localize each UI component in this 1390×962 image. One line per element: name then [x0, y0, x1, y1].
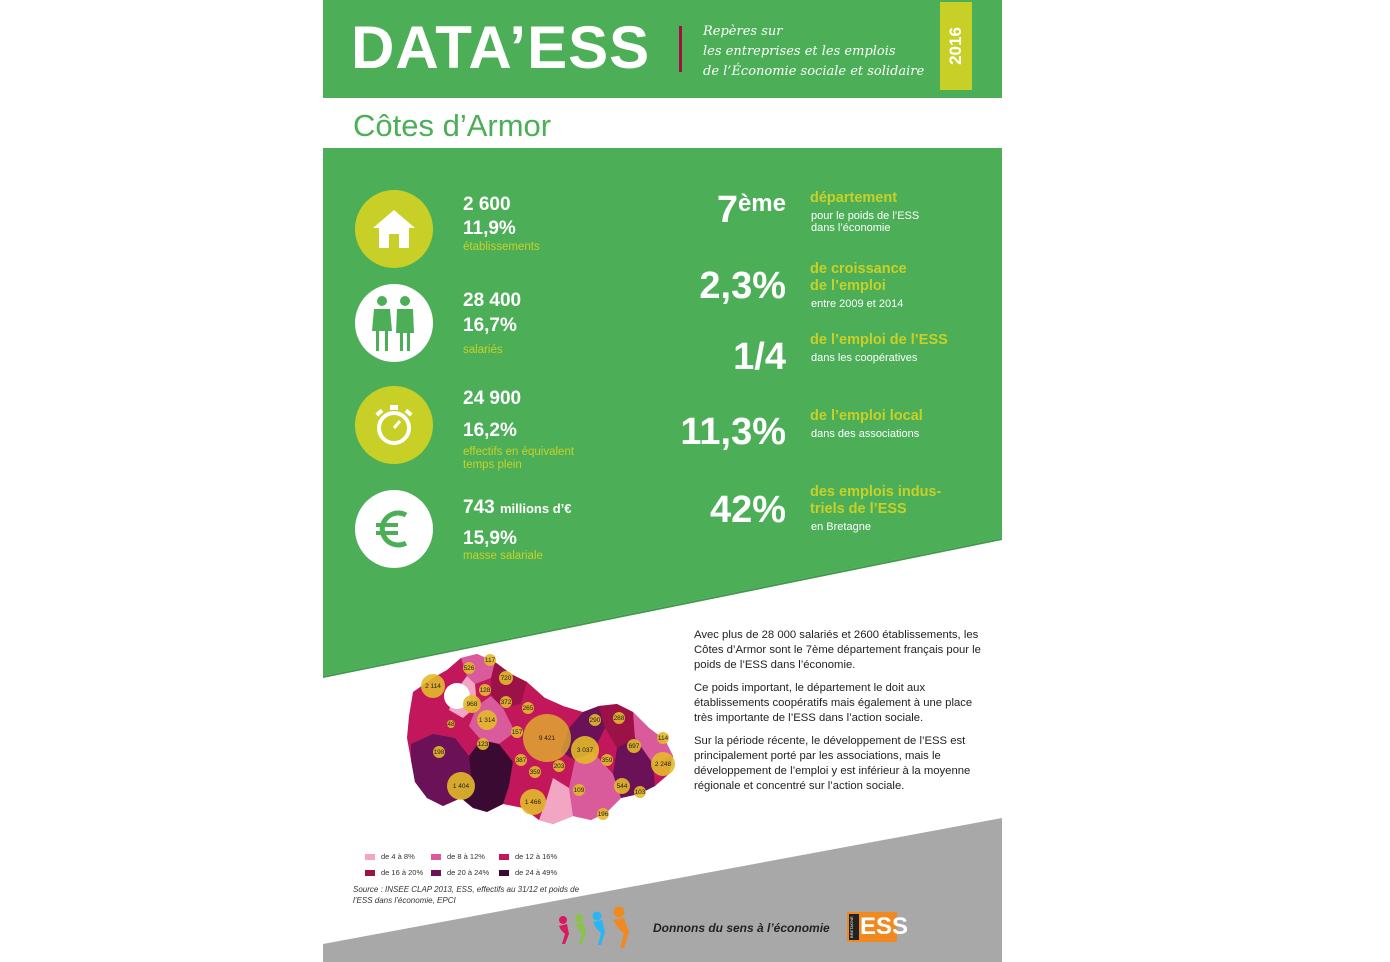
map-bubble-label: 1 466 [524, 799, 542, 806]
map-bubble-label: 359 [529, 769, 541, 776]
map-bubble-label: 117 [484, 657, 496, 664]
header-divider [679, 26, 682, 72]
legend-label: de 24 à 49% [515, 868, 558, 877]
kpi-value: 1/4 [733, 336, 786, 378]
map-bubble-label: 968 [466, 701, 478, 708]
map-bubble-label: 720 [500, 675, 512, 682]
map-bubble-label: 103 [634, 789, 646, 796]
stat-label: salariés [463, 344, 503, 356]
body-text [694, 628, 984, 802]
people-figures-logo [553, 906, 645, 950]
footer-slogan: Donnons du sens à l’économie [653, 921, 830, 935]
department-title: Côtes d’Armor [353, 108, 552, 143]
map-bubble-label: 9 421 [538, 735, 556, 742]
kpi-title: de l’emploi local [810, 408, 923, 424]
kpi-subtitle: dans des associations [811, 428, 920, 440]
map-bubble-label: 290 [589, 717, 601, 724]
map-bubble-label: 526 [463, 665, 475, 672]
kpi-subtitle: dans les coopératives [811, 352, 918, 364]
map-bubble-label: 48 [447, 721, 455, 728]
legend-label: de 8 à 12% [447, 852, 485, 861]
tagline-line: de l’Économie sociale et solidaire [703, 64, 925, 79]
stat-percent: 11,9% [463, 218, 516, 239]
euro-icon [355, 490, 433, 568]
ess-logo-prefix: BRETAGNE [849, 914, 859, 940]
map-bubble-label: 359 [601, 757, 613, 764]
map-bubble-label: 288 [613, 715, 625, 722]
map-bubble-label: 196 [597, 811, 609, 818]
stat-value: 28 400 [463, 290, 522, 311]
map-bubble-label: 2 248 [654, 761, 672, 768]
tagline-line: Repères sur [703, 24, 783, 39]
legend-label: de 4 à 8% [381, 852, 415, 861]
kpi-value: 11,3% [680, 411, 786, 453]
kpi-value: 42% [709, 489, 786, 531]
stat-percent: 15,9% [463, 528, 517, 549]
map-bubble-label: 1 404 [452, 783, 470, 790]
kpi-subtitle: en Bretagne [811, 521, 871, 533]
map-bubble-label: 697 [628, 743, 640, 750]
map-bubble-label: 1 314 [478, 717, 496, 724]
kpi-title: de croissance de l’emploi [810, 261, 907, 294]
map-bubble-label: 544 [616, 783, 628, 790]
kpi-value [717, 190, 786, 230]
house-icon [355, 190, 433, 268]
year-badge [940, 2, 972, 90]
kpi-subtitle: entre 2009 et 2014 [811, 298, 904, 310]
kpi-title: de l’emploi de l’ESS [810, 332, 948, 348]
epci-map [403, 648, 685, 828]
legend-label: de 16 à 20% [381, 868, 424, 877]
kpi-subtitle: pour le poids de l’ESS dans l’économie [811, 210, 920, 234]
map-bubble-label: 109 [573, 787, 585, 794]
map-bubble-label: 3 037 [576, 747, 594, 754]
people-icon [355, 284, 433, 362]
body-paragraph: Sur la période récente, le développement de l’ESS est principalement porté par les associations, mais le développement de l’emploi y est inférieur à la moyenne régionale et concentré sur l’action sociale. [694, 735, 971, 792]
map-bubble-label: 203 [553, 763, 565, 770]
infographic-page [323, 0, 1002, 962]
kpi-superscript: ème [737, 190, 786, 217]
map-bubble-label: 157 [511, 729, 523, 736]
header-banner [323, 0, 1002, 98]
ess-logo [847, 912, 909, 942]
body-paragraph: Avec plus de 28 000 salariés et 2600 établissements, les Côtes d’Armor sont le 7ème département français pour le poids de l’ESS dans l’économie. [694, 629, 981, 671]
stopwatch-icon [355, 386, 433, 464]
map-bubble-label: 265 [522, 705, 534, 712]
stat-percent: 16,7% [463, 315, 517, 336]
map-bubble-label: 123 [477, 741, 489, 748]
map-bubble-label: 372 [500, 699, 512, 706]
map-bubble-label: 128 [479, 687, 491, 694]
map-bubble-label: 2 114 [425, 683, 441, 690]
map-bubble-label: 114 [657, 735, 669, 742]
stat-value-unit: millions d’€ [499, 501, 572, 516]
stat-value-number: 743 [463, 497, 495, 518]
kpi-title: département [810, 190, 898, 206]
stat-value [463, 497, 572, 520]
stat-value: 2 600 [463, 194, 511, 215]
body-paragraph: Ce poids important, le département le doit aux établissements coopératifs mais également à une place très importante de l’ESS dans l’action sociale. [694, 682, 973, 724]
stat-value: 24 900 [463, 388, 522, 409]
year-text: 2016 [946, 27, 965, 65]
header-tagline [703, 22, 933, 82]
ess-logo-text: ESS [860, 913, 909, 940]
map-bubble-label: 387 [515, 757, 527, 764]
kpi-value: 2,3% [699, 265, 786, 307]
kpi-title: des emplois indus-triels de l’ESS [810, 484, 942, 517]
logo-title: DATA’ESS [351, 14, 651, 81]
stat-label: établissements [463, 241, 540, 253]
stat-label: effectifs en équivalent temps plein [463, 446, 575, 471]
legend-label: de 12 à 16% [515, 852, 558, 861]
stat-percent: 16,2% [463, 420, 517, 441]
map-bubble-label: 198 [433, 749, 445, 756]
kpi-number: 7 [716, 189, 738, 231]
legend-label: de 20 à 24% [447, 868, 490, 877]
stat-label: masse salariale [463, 550, 543, 562]
tagline-line: les entreprises et les emplois [703, 44, 896, 59]
source-note: Source : INSEE CLAP 2013, ESS, effectifs au 31/12 et poids de l’ESS dans l’économie, EPCI [353, 885, 580, 905]
